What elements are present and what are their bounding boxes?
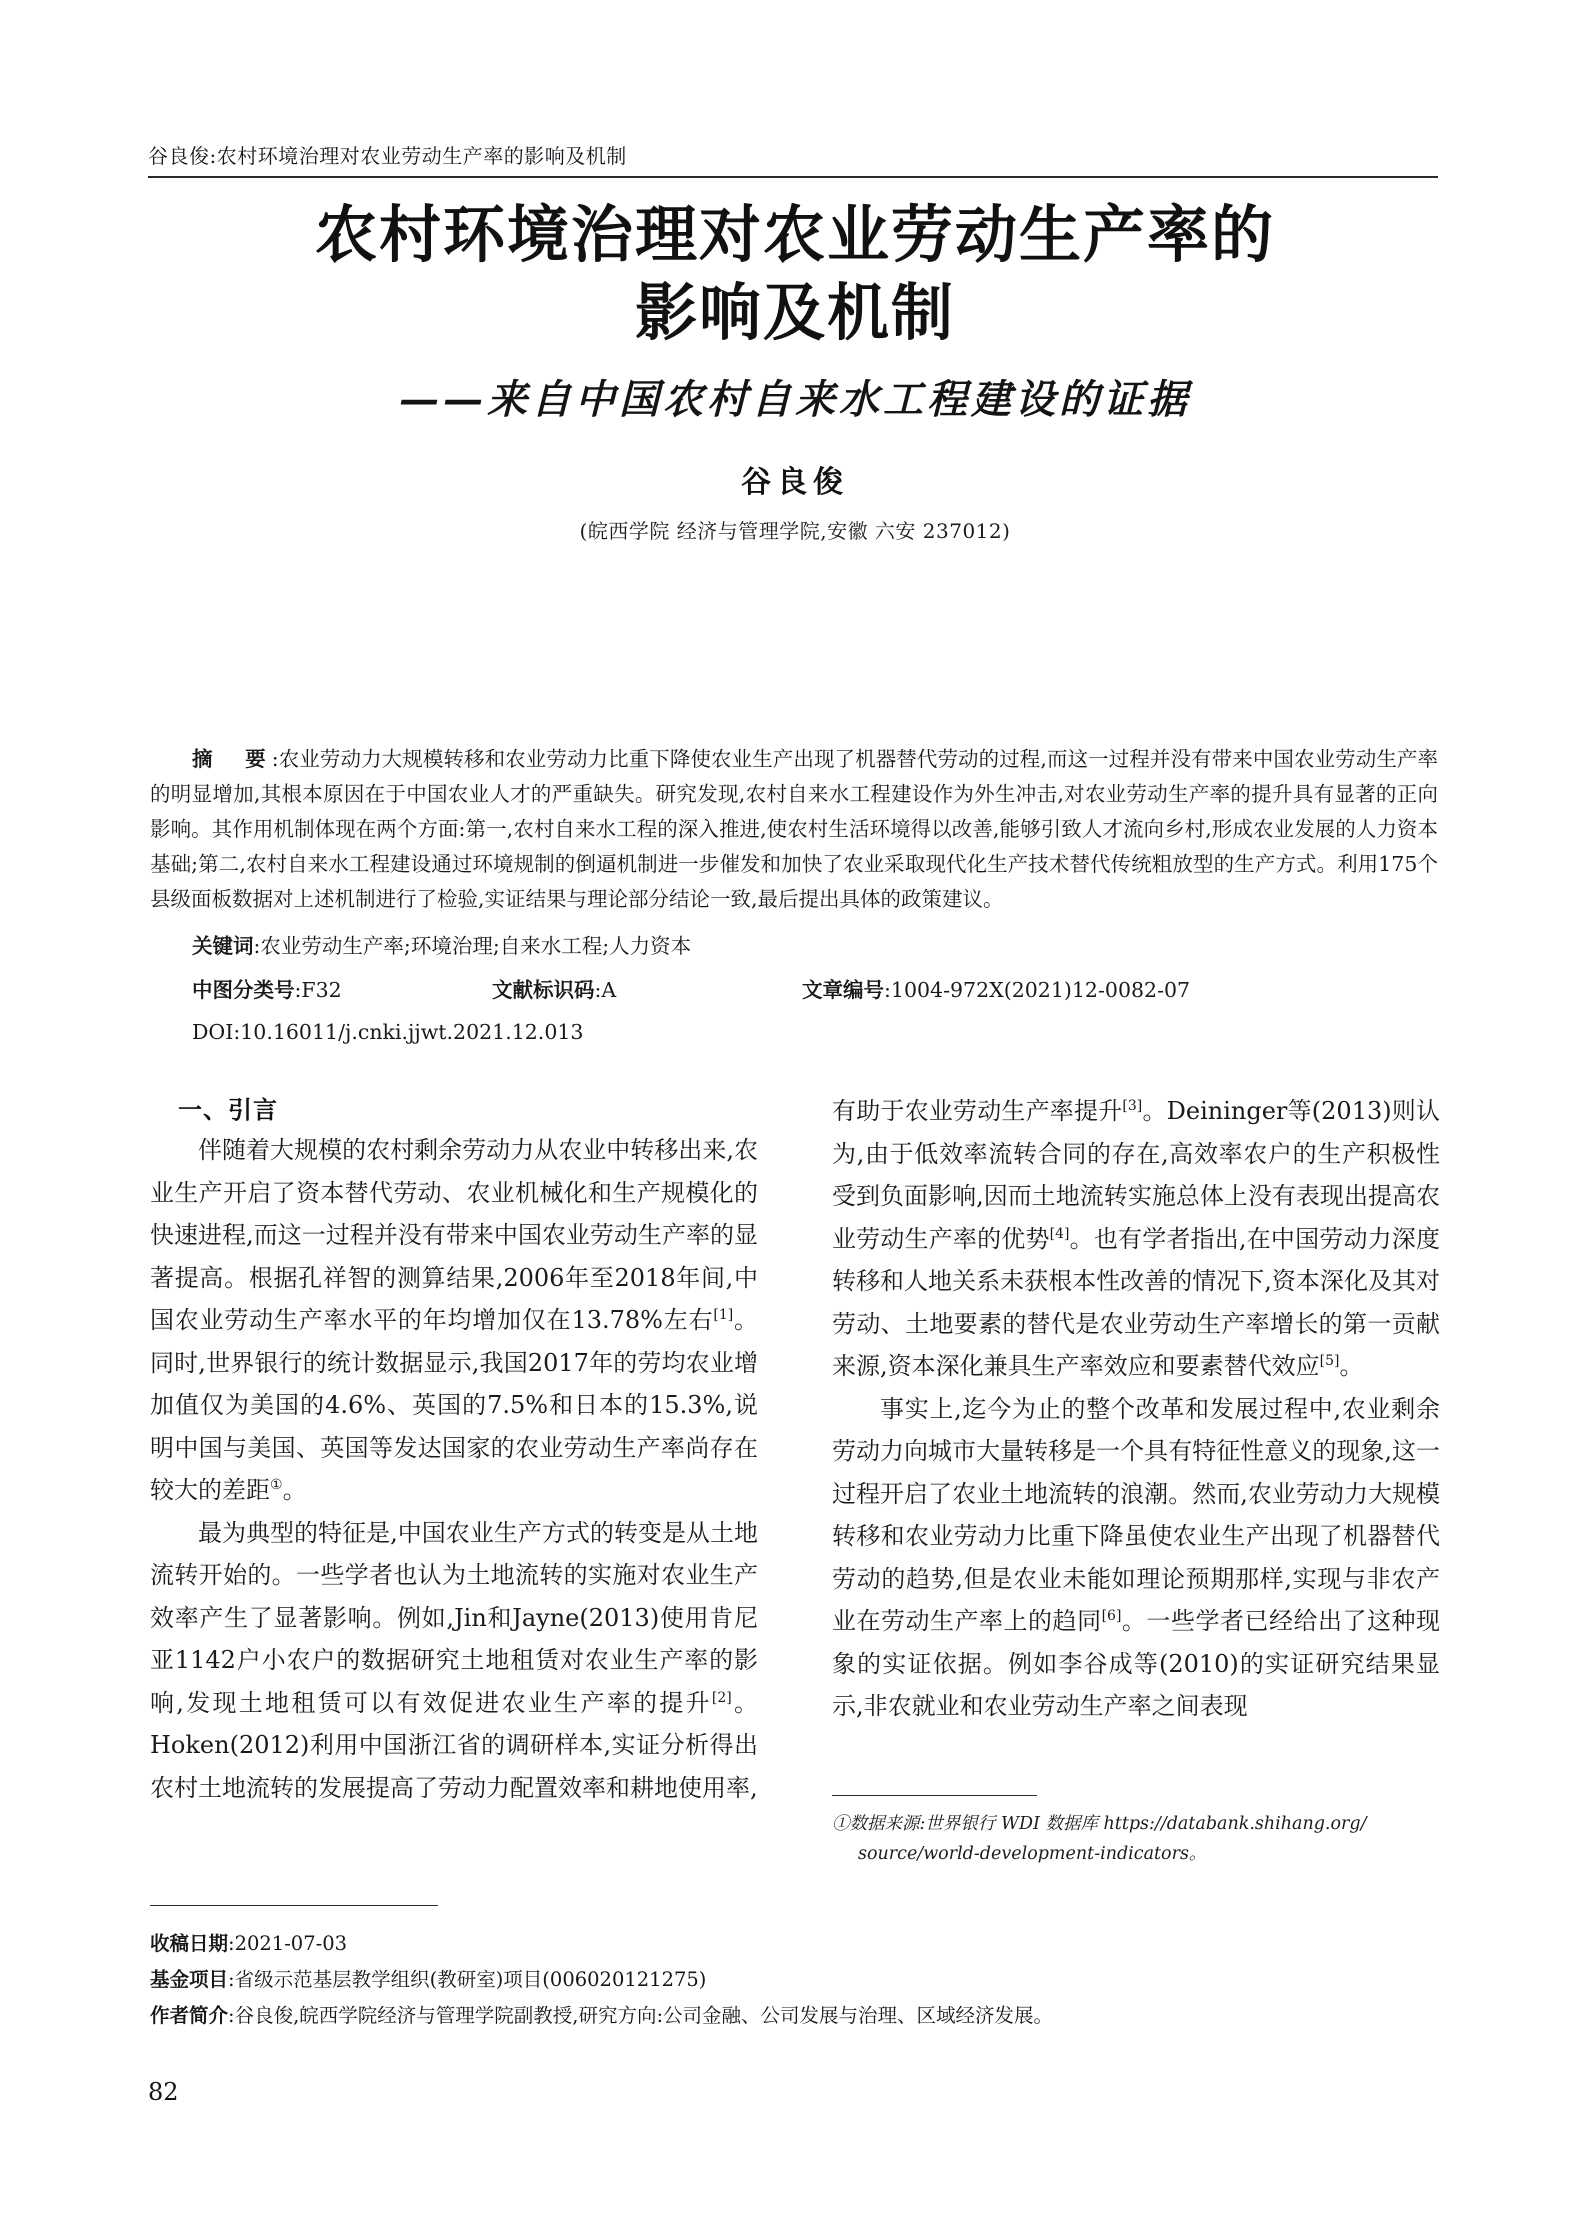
- page-number: 82: [148, 2078, 179, 2106]
- paragraph-text: 伴随着大规模的农村剩余劳动力从农业中转移出来,农业生产开启了资本替代劳动、农业机械化和生产规模化的快速进程,而这一过程并没有带来中国农业劳动生产率的显著提高。根据孔祥智的测算结果,2006年至2018年间,中国农业劳动生产率水平的年均增加仅在13.78%左右: [150, 1136, 758, 1334]
- reference-marker: [4]: [1049, 1225, 1070, 1242]
- page-title: [150, 196, 1440, 352]
- running-header: [148, 140, 1438, 178]
- doc-code-label: 文献标识码: [492, 978, 595, 1002]
- paragraph-text: 最为典型的特征是,中国农业生产方式的转变是从土地流转开始的。一些学者也认为土地流转的实施对农业生产效率产生了显著影响。例如,Jin和Jayne(2013)使用肯尼亚1142户小农户的数据研究土地租赁对农业生产率的影响,发现土地租赁可以有效促进农业生产率的提升: [150, 1518, 758, 1717]
- clc-item: [150, 973, 450, 1007]
- fund-project-line: [150, 1962, 1440, 1998]
- paragraph-text: 事实上,迄今为止的整个改革和发展过程中,农业剩余劳动力向城市大量转移是一个具有特征性意义的现象,这一过程开启了农业土地流转的浪潮。然而,农业劳动力大规模转移和农业劳动力比重下降虽使农业生产出现了机器替代劳动的趋势,但是农业未能如理论预期那样,实现与非农产业在劳动生产率上的趋同: [832, 1394, 1440, 1635]
- paper-subtitle: ——来自中国农村自来水工程建设的证据: [399, 376, 1191, 423]
- paragraph-text-cont: 。Hoken(2012)利用中国浙江省的调研样本,实证分析得出农村土地流转的发展提高了劳动力配置效率和耕地使用率,: [150, 1688, 759, 1802]
- footer-rule: [150, 1905, 438, 1906]
- clc-label: 中图分类号: [192, 978, 295, 1002]
- footnote-text: [832, 1809, 1438, 1869]
- abstract-block: [150, 742, 1438, 1049]
- abstract-text: :农业劳动力大规模转移和农业劳动力比重下降使农业生产出现了机器替代劳动的过程,而这一过程并没有带来中国农业劳动生产率的明显增加,其根本原因在于中国农业人才的严重缺失。研究发现,农村自来水工程建设作为外生冲击,对农业劳动生产率的提升具有显著的正向影响。其作用机制体现在两个方面:第一,农村自来水工程的深入推进,使农村生活环境得以改善,能够引致人才流向乡村,形成农业发展的人力资本基础;第二,农村自来水工程建设通过环境规制的倒逼机制进一步催发和加快了农业采取现代化生产技术替代传统粗放型的生产方式。利用175个县级面板数据对上述机制进行了检验,实证结果与理论部分结论一致,最后提出具体的政策建议。: [150, 747, 1439, 911]
- paragraph: [150, 1512, 758, 1810]
- received-date-line: [150, 1926, 1440, 1962]
- article-id-item: [760, 973, 1190, 1007]
- paragraph-text-cont2: 。也有学者指出,在中国劳动力深度转移和人地关系未获根本性改善的情况下,资本深化及其对劳动、土地要素的替代是农业劳动生产率增长的第一贡献来源,资本深化兼具生产率效应和要素替代效应: [832, 1224, 1440, 1380]
- running-header-rule: [148, 176, 1438, 178]
- paragraph: [832, 1090, 1440, 1388]
- footnote-marker: ①: [270, 1477, 283, 1493]
- body-columns: [150, 1090, 1440, 1890]
- reference-marker: [6]: [1101, 1608, 1122, 1624]
- footnote-rule: [832, 1795, 1037, 1796]
- footnote-line-1: 数据来源:世界银行 WDI 数据库 https://databank.shihang.org/: [849, 1814, 1367, 1834]
- reference-marker: [2]: [711, 1689, 732, 1706]
- running-header-text: 谷良俊:农村环境治理对农业劳动生产率的影响及机制: [148, 144, 627, 168]
- author-bio-line: [150, 1998, 1440, 2034]
- reference-marker: [5]: [1319, 1353, 1340, 1369]
- received-date-label: 收稿日期: [150, 1932, 229, 1955]
- keywords-line: [150, 929, 1438, 963]
- paragraph: [150, 1129, 758, 1512]
- paragraph: [832, 1388, 1440, 1728]
- keywords-text: :农业劳动生产率;环境治理;自来水工程;人力资本: [253, 934, 692, 958]
- right-column: [832, 1090, 1440, 1890]
- paragraph-text-tail: 。: [282, 1476, 307, 1504]
- abstract-label: 摘 要: [192, 747, 272, 771]
- reference-marker: [3]: [1122, 1098, 1143, 1114]
- paragraph-text-cont: 。一些学者已经给出了这种现象的实证依据。例如李谷成等(2010)的实证研究结果显示,非农就业和农业劳动生产率之间表现: [832, 1607, 1441, 1720]
- classification-line: [150, 973, 1438, 1007]
- reference-marker: [1]: [713, 1307, 734, 1323]
- author-bio-label: 作者简介: [150, 2004, 229, 2027]
- article-id-label: 文章编号: [802, 978, 884, 1002]
- title-line-2: 影响及机制: [634, 276, 955, 349]
- fund-project-label: 基金项目: [150, 1968, 229, 1991]
- abstract-paragraph: [150, 742, 1438, 917]
- author-name: 谷良俊: [741, 465, 849, 500]
- title-line-1: 农村环境治理对农业劳动生产率的: [314, 198, 1275, 271]
- footnote-marker: ①: [832, 1814, 850, 1834]
- section-heading-introduction: 一、引言: [178, 1095, 278, 1124]
- author-affiliation: (皖西学院 经济与管理学院,安徽 六安 237012): [579, 519, 1011, 543]
- footnote-block: [832, 1795, 1438, 1869]
- doc-code-item: [450, 973, 760, 1007]
- title-block: [150, 196, 1440, 544]
- paragraph-text: 有助于农业劳动生产率提升: [832, 1097, 1123, 1125]
- article-id-value: :1004-972X(2021)12-0082-07: [884, 978, 1191, 1002]
- keywords-label: 关键词: [192, 934, 254, 958]
- left-column: [150, 1090, 758, 1890]
- paragraph-text-tail: 。: [1339, 1352, 1364, 1380]
- doi-line: DOI:10.16011/j.cnki.jjwt.2021.12.013: [192, 1020, 584, 1044]
- footnote-line-2: source/world-development-indicators。: [858, 1844, 1207, 1864]
- fund-project-value: :省级示范基层教学组织(教研室)项目(006020121275): [228, 1968, 707, 1991]
- footer-metadata: [150, 1905, 1440, 2034]
- paragraph-text-cont: 。同时,世界银行的统计数据显示,我国2017年的劳均农业增加值仅为美国的4.6%、英国的7.5%和日本的15.3%,说明中国与美国、英国等发达国家的农业劳动生产率尚存在较大的差距: [150, 1306, 758, 1504]
- author-bio-value: :谷良俊,皖西学院经济与管理学院副教授,研究方向:公司金融、公司发展与治理、区域经济发展。: [228, 2004, 1054, 2027]
- clc-value: :F32: [294, 978, 342, 1002]
- doc-code-value: :A: [594, 978, 617, 1002]
- received-date-value: :2021-07-03: [228, 1932, 348, 1955]
- paragraph-text-cont: 。Deininger等(2013)则认为,由于低效率流转合同的存在,高效率农户的生产积极性受到负面影响,因而土地流转实施总体上没有表现出提高农业劳动生产率的优势: [832, 1097, 1441, 1253]
